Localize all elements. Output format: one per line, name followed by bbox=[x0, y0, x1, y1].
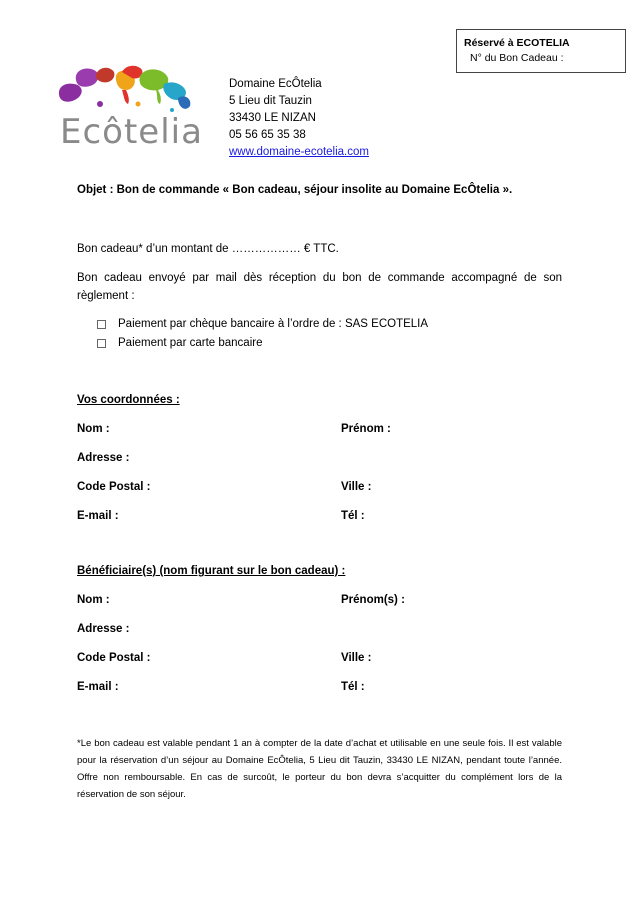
payment-option-label: Paiement par carte bancaire bbox=[118, 337, 263, 349]
coord-email-label: E-mail : bbox=[77, 510, 119, 522]
benef-prenom-label: Prénom(s) : bbox=[341, 594, 405, 606]
checkbox-icon[interactable] bbox=[97, 320, 106, 329]
logo-text: Ecôtelia bbox=[60, 112, 203, 152]
payment-option-label: Paiement par chèque bancaire à l’ordre de : SAS ECOTELIA bbox=[118, 318, 429, 330]
benef-nom-label: Nom : bbox=[77, 594, 110, 606]
payment-option-card[interactable] bbox=[97, 337, 262, 349]
coord-prenom-label: Prénom : bbox=[341, 423, 391, 435]
footnote: *Le bon cadeau est valable pendant 1 an à compter de la date d’achat et utilisable en une seule fois. Il est valable pour la réservation d’un séjour au Domaine EcÔtelia, 5 Lieu dit Tauzin, 33430 LE NIZAN, pendant toute l’année. Offre non remboursable. En cas de surcoût, le porteur du bon devra s’acquitter du complément lors de la réservation de son séjour. bbox=[77, 738, 562, 800]
coord-ville-label: Ville : bbox=[341, 481, 372, 493]
benef-tel-label: Tél : bbox=[341, 681, 365, 693]
benef-code-postal-label: Code Postal : bbox=[77, 652, 151, 664]
address-phone: 05 56 65 35 38 bbox=[229, 129, 306, 141]
coord-code-postal-label: Code Postal : bbox=[77, 481, 151, 493]
payment-option-cheque[interactable] bbox=[97, 318, 428, 330]
coord-adresse-label: Adresse : bbox=[77, 452, 130, 464]
coord-tel-label: Tél : bbox=[341, 510, 365, 522]
address-block bbox=[229, 76, 369, 161]
ecotelia-logo bbox=[52, 60, 212, 160]
benef-email-label: E-mail : bbox=[77, 681, 119, 693]
reserved-title: Réservé à ECOTELIA bbox=[464, 37, 570, 49]
beneficiary-title: Bénéficiaire(s) (nom figurant sur le bon cadeau) : bbox=[77, 565, 346, 577]
coord-nom-label: Nom : bbox=[77, 423, 110, 435]
domain-name: Domaine EcÔtelia bbox=[229, 78, 322, 90]
subject-line: Objet : Bon de commande « Bon cadeau, séjour insolite au Domaine EcÔtelia ». bbox=[77, 184, 513, 196]
address-city: 33430 LE NIZAN bbox=[229, 112, 316, 124]
benef-adresse-label: Adresse : bbox=[77, 623, 130, 635]
checkbox-icon[interactable] bbox=[97, 339, 106, 348]
amount-line: Bon cadeau* d’un montant de ……………… € TTC. bbox=[77, 243, 339, 255]
reserved-box bbox=[456, 29, 626, 73]
benef-ville-label: Ville : bbox=[341, 652, 372, 664]
address-street: 5 Lieu dit Tauzin bbox=[229, 95, 312, 107]
website-link[interactable]: www.domaine-ecotelia.com bbox=[229, 146, 369, 158]
voucher-number-label: N° du Bon Cadeau : bbox=[470, 52, 564, 64]
coordinates-title: Vos coordonnées : bbox=[77, 394, 180, 406]
sending-line: Bon cadeau envoyé par mail dès réception du bon de commande accompagné de son règlement : bbox=[77, 272, 562, 302]
